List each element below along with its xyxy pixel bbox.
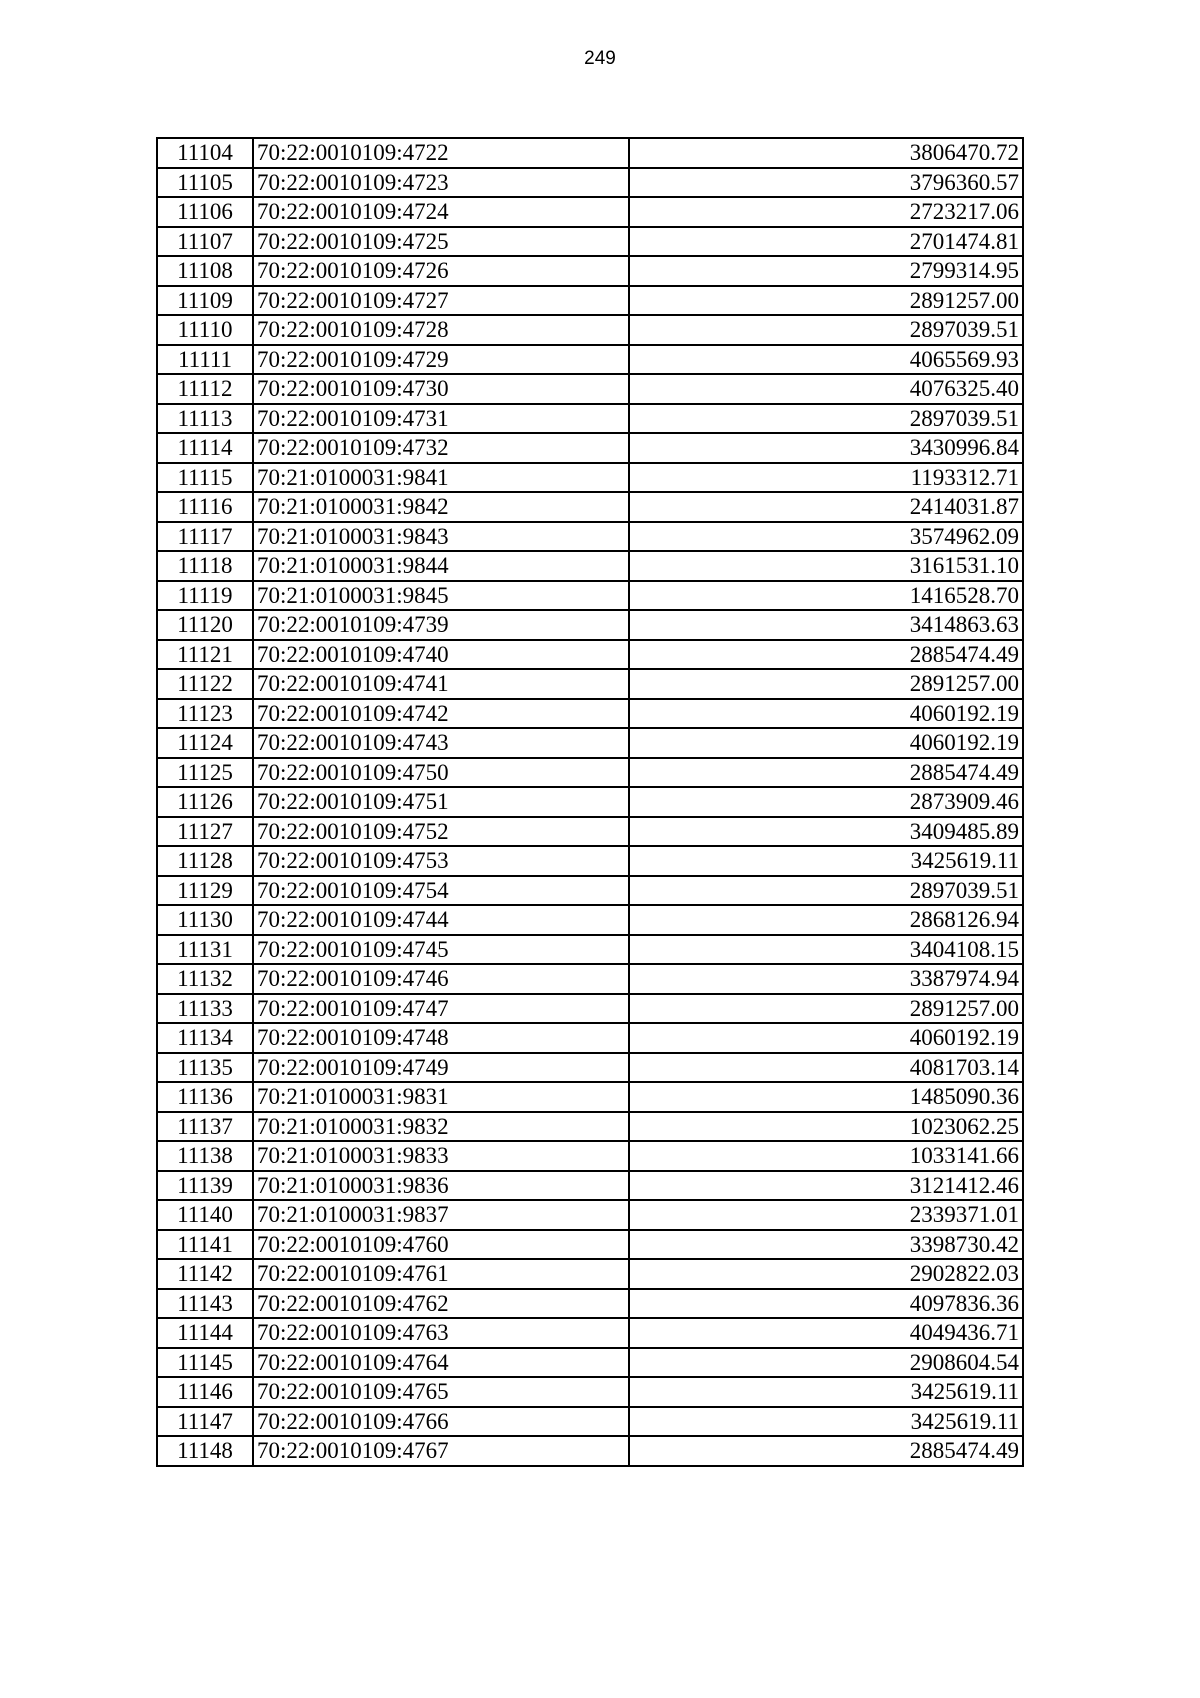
cadastral-value-cell: 4065569.93	[629, 345, 1023, 375]
table-row	[157, 256, 1023, 286]
table-row	[157, 1141, 1023, 1171]
cadastral-number-cell: 70:22:0010109:4763	[253, 1318, 629, 1348]
cadastral-number-cell: 70:22:0010109:4751	[253, 787, 629, 817]
cadastral-number-cell: 70:21:0100031:9837	[253, 1200, 629, 1230]
table-row	[157, 1377, 1023, 1407]
row-number-cell: 11124	[157, 728, 253, 758]
row-number-cell: 11111	[157, 345, 253, 375]
row-number-cell: 11141	[157, 1230, 253, 1260]
table-row	[157, 640, 1023, 670]
cadastral-value-cell: 1023062.25	[629, 1112, 1023, 1142]
cadastral-number-cell: 70:22:0010109:4766	[253, 1407, 629, 1437]
row-number-cell: 11136	[157, 1082, 253, 1112]
cadastral-value-cell: 2891257.00	[629, 669, 1023, 699]
cadastral-number-cell: 70:22:0010109:4745	[253, 935, 629, 965]
cadastral-value-cell: 3574962.09	[629, 522, 1023, 552]
table-row	[157, 787, 1023, 817]
table-row	[157, 463, 1023, 493]
row-number-cell: 11104	[157, 138, 253, 168]
cadastral-number-cell: 70:22:0010109:4731	[253, 404, 629, 434]
cadastral-number-cell: 70:21:0100031:9843	[253, 522, 629, 552]
cadastral-value-cell: 3161531.10	[629, 551, 1023, 581]
row-number-cell: 11127	[157, 817, 253, 847]
table-row	[157, 699, 1023, 729]
cadastral-number-cell: 70:21:0100031:9832	[253, 1112, 629, 1142]
row-number-cell: 11144	[157, 1318, 253, 1348]
row-number-cell: 11148	[157, 1436, 253, 1466]
cadastral-value-cell: 3430996.84	[629, 433, 1023, 463]
cadastral-number-cell: 70:21:0100031:9833	[253, 1141, 629, 1171]
table-row	[157, 374, 1023, 404]
cadastral-value-cell: 4060192.19	[629, 699, 1023, 729]
cadastral-value-cell: 2873909.46	[629, 787, 1023, 817]
cadastral-value-cell: 4076325.40	[629, 374, 1023, 404]
cadastral-value-table	[156, 137, 1024, 1467]
cadastral-number-cell: 70:21:0100031:9844	[253, 551, 629, 581]
cadastral-value-cell: 4060192.19	[629, 1023, 1023, 1053]
cadastral-number-cell: 70:22:0010109:4749	[253, 1053, 629, 1083]
cadastral-number-cell: 70:22:0010109:4761	[253, 1259, 629, 1289]
page-number: 249	[584, 48, 616, 69]
table-row	[157, 758, 1023, 788]
table-row	[157, 817, 1023, 847]
row-number-cell: 11116	[157, 492, 253, 522]
cadastral-value-cell: 2414031.87	[629, 492, 1023, 522]
row-number-cell: 11112	[157, 374, 253, 404]
cadastral-value-cell: 2897039.51	[629, 315, 1023, 345]
cadastral-value-cell: 2897039.51	[629, 876, 1023, 906]
cadastral-number-cell: 70:22:0010109:4767	[253, 1436, 629, 1466]
row-number-cell: 11129	[157, 876, 253, 906]
cadastral-value-cell: 3806470.72	[629, 138, 1023, 168]
cadastral-number-cell: 70:22:0010109:4723	[253, 168, 629, 198]
cadastral-number-cell: 70:22:0010109:4744	[253, 905, 629, 935]
row-number-cell: 11109	[157, 286, 253, 316]
cadastral-number-cell: 70:21:0100031:9831	[253, 1082, 629, 1112]
row-number-cell: 11117	[157, 522, 253, 552]
table-row	[157, 1318, 1023, 1348]
row-number-cell: 11115	[157, 463, 253, 493]
table-row	[157, 1023, 1023, 1053]
cadastral-number-cell: 70:22:0010109:4742	[253, 699, 629, 729]
cadastral-number-cell: 70:21:0100031:9842	[253, 492, 629, 522]
table-row	[157, 1200, 1023, 1230]
cadastral-number-cell: 70:22:0010109:4743	[253, 728, 629, 758]
table-row	[157, 404, 1023, 434]
table-row	[157, 994, 1023, 1024]
cadastral-value-cell: 1193312.71	[629, 463, 1023, 493]
table-row	[157, 610, 1023, 640]
cadastral-value-cell: 3414863.63	[629, 610, 1023, 640]
table-row	[157, 935, 1023, 965]
table-row	[157, 876, 1023, 906]
table-row	[157, 551, 1023, 581]
table-row	[157, 138, 1023, 168]
row-number-cell: 11143	[157, 1289, 253, 1319]
cadastral-value-cell: 1485090.36	[629, 1082, 1023, 1112]
row-number-cell: 11123	[157, 699, 253, 729]
row-number-cell: 11138	[157, 1141, 253, 1171]
cadastral-value-cell: 2868126.94	[629, 905, 1023, 935]
table-row	[157, 728, 1023, 758]
table-row	[157, 522, 1023, 552]
table-row	[157, 1259, 1023, 1289]
cadastral-value-cell: 3121412.46	[629, 1171, 1023, 1201]
row-number-cell: 11119	[157, 581, 253, 611]
row-number-cell: 11132	[157, 964, 253, 994]
row-number-cell: 11142	[157, 1259, 253, 1289]
cadastral-number-cell: 70:22:0010109:4765	[253, 1377, 629, 1407]
row-number-cell: 11130	[157, 905, 253, 935]
row-number-cell: 11126	[157, 787, 253, 817]
cadastral-value-cell: 2885474.49	[629, 1436, 1023, 1466]
cadastral-value-cell: 3409485.89	[629, 817, 1023, 847]
table-row	[157, 315, 1023, 345]
table-row	[157, 1289, 1023, 1319]
row-number-cell: 11131	[157, 935, 253, 965]
cadastral-value-cell: 2885474.49	[629, 758, 1023, 788]
table-row	[157, 227, 1023, 257]
table-body	[157, 138, 1023, 1466]
table-row	[157, 581, 1023, 611]
row-number-cell: 11135	[157, 1053, 253, 1083]
row-number-cell: 11122	[157, 669, 253, 699]
table-row	[157, 345, 1023, 375]
table-row	[157, 1053, 1023, 1083]
cadastral-number-cell: 70:22:0010109:4729	[253, 345, 629, 375]
table-row	[157, 905, 1023, 935]
cadastral-value-cell: 2723217.06	[629, 197, 1023, 227]
table-row	[157, 492, 1023, 522]
table-row	[157, 1348, 1023, 1378]
cadastral-number-cell: 70:22:0010109:4760	[253, 1230, 629, 1260]
cadastral-number-cell: 70:22:0010109:4739	[253, 610, 629, 640]
table-row	[157, 1436, 1023, 1466]
cadastral-value-cell: 2799314.95	[629, 256, 1023, 286]
cadastral-number-cell: 70:22:0010109:4748	[253, 1023, 629, 1053]
row-number-cell: 11140	[157, 1200, 253, 1230]
row-number-cell: 11145	[157, 1348, 253, 1378]
cadastral-number-cell: 70:21:0100031:9841	[253, 463, 629, 493]
cadastral-value-cell: 3404108.15	[629, 935, 1023, 965]
cadastral-value-cell: 2897039.51	[629, 404, 1023, 434]
cadastral-value-cell: 1033141.66	[629, 1141, 1023, 1171]
table-row	[157, 1082, 1023, 1112]
cadastral-value-cell: 3425619.11	[629, 1407, 1023, 1437]
cadastral-number-cell: 70:22:0010109:4728	[253, 315, 629, 345]
row-number-cell: 11107	[157, 227, 253, 257]
cadastral-value-cell: 2902822.03	[629, 1259, 1023, 1289]
cadastral-value-cell: 3425619.11	[629, 846, 1023, 876]
row-number-cell: 11106	[157, 197, 253, 227]
cadastral-value-cell: 4049436.71	[629, 1318, 1023, 1348]
cadastral-number-cell: 70:22:0010109:4730	[253, 374, 629, 404]
cadastral-number-cell: 70:22:0010109:4726	[253, 256, 629, 286]
row-number-cell: 11125	[157, 758, 253, 788]
cadastral-value-cell: 2891257.00	[629, 994, 1023, 1024]
cadastral-value-cell: 3398730.42	[629, 1230, 1023, 1260]
cadastral-number-cell: 70:22:0010109:4727	[253, 286, 629, 316]
row-number-cell: 11121	[157, 640, 253, 670]
row-number-cell: 11146	[157, 1377, 253, 1407]
cadastral-number-cell: 70:22:0010109:4746	[253, 964, 629, 994]
cadastral-number-cell: 70:21:0100031:9836	[253, 1171, 629, 1201]
cadastral-value-cell: 1416528.70	[629, 581, 1023, 611]
cadastral-number-cell: 70:22:0010109:4764	[253, 1348, 629, 1378]
table-row	[157, 168, 1023, 198]
table-row	[157, 286, 1023, 316]
cadastral-value-cell: 2701474.81	[629, 227, 1023, 257]
cadastral-value-cell: 3425619.11	[629, 1377, 1023, 1407]
cadastral-number-cell: 70:22:0010109:4722	[253, 138, 629, 168]
cadastral-number-cell: 70:22:0010109:4740	[253, 640, 629, 670]
row-number-cell: 11114	[157, 433, 253, 463]
row-number-cell: 11133	[157, 994, 253, 1024]
cadastral-number-cell: 70:21:0100031:9845	[253, 581, 629, 611]
table-row	[157, 1407, 1023, 1437]
cadastral-number-cell: 70:22:0010109:4754	[253, 876, 629, 906]
table-row	[157, 669, 1023, 699]
table-row	[157, 1171, 1023, 1201]
cadastral-number-cell: 70:22:0010109:4753	[253, 846, 629, 876]
cadastral-value-cell: 4081703.14	[629, 1053, 1023, 1083]
cadastral-number-cell: 70:22:0010109:4750	[253, 758, 629, 788]
row-number-cell: 11118	[157, 551, 253, 581]
row-number-cell: 11113	[157, 404, 253, 434]
cadastral-value-cell: 2339371.01	[629, 1200, 1023, 1230]
cadastral-number-cell: 70:22:0010109:4725	[253, 227, 629, 257]
table-row	[157, 197, 1023, 227]
row-number-cell: 11139	[157, 1171, 253, 1201]
row-number-cell: 11105	[157, 168, 253, 198]
cadastral-value-cell: 2908604.54	[629, 1348, 1023, 1378]
cadastral-value-cell: 3387974.94	[629, 964, 1023, 994]
table-row	[157, 1230, 1023, 1260]
cadastral-value-cell: 3796360.57	[629, 168, 1023, 198]
cadastral-number-cell: 70:22:0010109:4732	[253, 433, 629, 463]
cadastral-value-cell: 4060192.19	[629, 728, 1023, 758]
cadastral-number-cell: 70:22:0010109:4752	[253, 817, 629, 847]
row-number-cell: 11108	[157, 256, 253, 286]
cadastral-value-cell: 2891257.00	[629, 286, 1023, 316]
row-number-cell: 11110	[157, 315, 253, 345]
row-number-cell: 11147	[157, 1407, 253, 1437]
row-number-cell: 11128	[157, 846, 253, 876]
cadastral-value-cell: 2885474.49	[629, 640, 1023, 670]
row-number-cell: 11137	[157, 1112, 253, 1142]
cadastral-value-cell: 4097836.36	[629, 1289, 1023, 1319]
table-row	[157, 846, 1023, 876]
table-row	[157, 433, 1023, 463]
cadastral-number-cell: 70:22:0010109:4724	[253, 197, 629, 227]
cadastral-number-cell: 70:22:0010109:4762	[253, 1289, 629, 1319]
table-row	[157, 1112, 1023, 1142]
row-number-cell: 11134	[157, 1023, 253, 1053]
table-row	[157, 964, 1023, 994]
cadastral-number-cell: 70:22:0010109:4741	[253, 669, 629, 699]
row-number-cell: 11120	[157, 610, 253, 640]
cadastral-number-cell: 70:22:0010109:4747	[253, 994, 629, 1024]
